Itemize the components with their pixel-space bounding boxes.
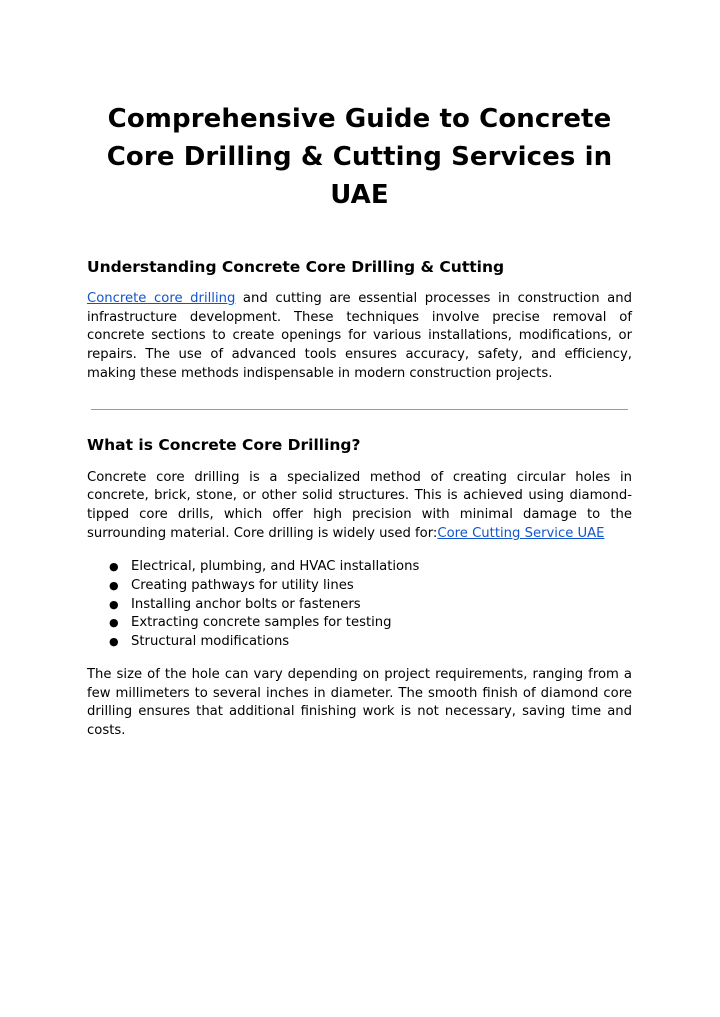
bullet-icon: ●: [109, 579, 119, 593]
section-heading-what-is: What is Concrete Core Drilling?: [87, 435, 361, 454]
intro-paragraph: [87, 290, 632, 384]
core-cutting-service-link[interactable]: Core Cutting Service UAE: [437, 525, 605, 541]
closing-paragraph: The size of the hole can vary depending on project requirements, ranging from a few millimeters to several inches in diameter. The smooth finish of diamond core drilling ensures that additional finishing work is not necessary, saving time and costs.: [87, 666, 632, 738]
bullet-icon: ●: [109, 560, 119, 574]
page-title: Comprehensive Guide to Concrete Core Drilling & Cutting Services in UAE: [106, 104, 613, 210]
document-page: [87, 100, 632, 741]
horizontal-divider: [91, 409, 628, 410]
list-item: ● Electrical, plumbing, and HVAC installations: [87, 558, 632, 577]
bullet-icon: ●: [109, 597, 119, 611]
list-item: ● Extracting concrete samples for testing: [87, 614, 632, 633]
definition-paragraph-text: Concrete core drilling is a specialized method of creating circular holes in concrete, brick, stone, or other solid structures. This is achieved using diamond-tipped core drills, which offer high precision with minimal damage to the surrounding material. Core drilling is widely used for:: [87, 469, 632, 541]
bullet-icon: ●: [109, 616, 119, 630]
concrete-core-drilling-link[interactable]: Concrete core drilling: [87, 291, 236, 306]
intro-paragraph-text: and cutting are essential processes in construction and infrastructure development. These techniques involve precise removal of concrete sections to create openings for various installations, modifications, or repairs. The use of advanced tools ensures accuracy, safety, and efficiency, making these methods indispensable in modern construction projects.: [87, 291, 632, 381]
bullet-icon: ●: [109, 635, 119, 649]
list-item: ● Installing anchor bolts or fasteners: [87, 596, 632, 615]
section-heading-understanding: Understanding Concrete Core Drilling & Cutting: [87, 258, 505, 276]
uses-list: [87, 558, 632, 652]
list-item: ● Structural modifications: [87, 633, 632, 652]
list-item: ● Creating pathways for utility lines: [87, 577, 632, 596]
definition-paragraph: [87, 469, 632, 544]
